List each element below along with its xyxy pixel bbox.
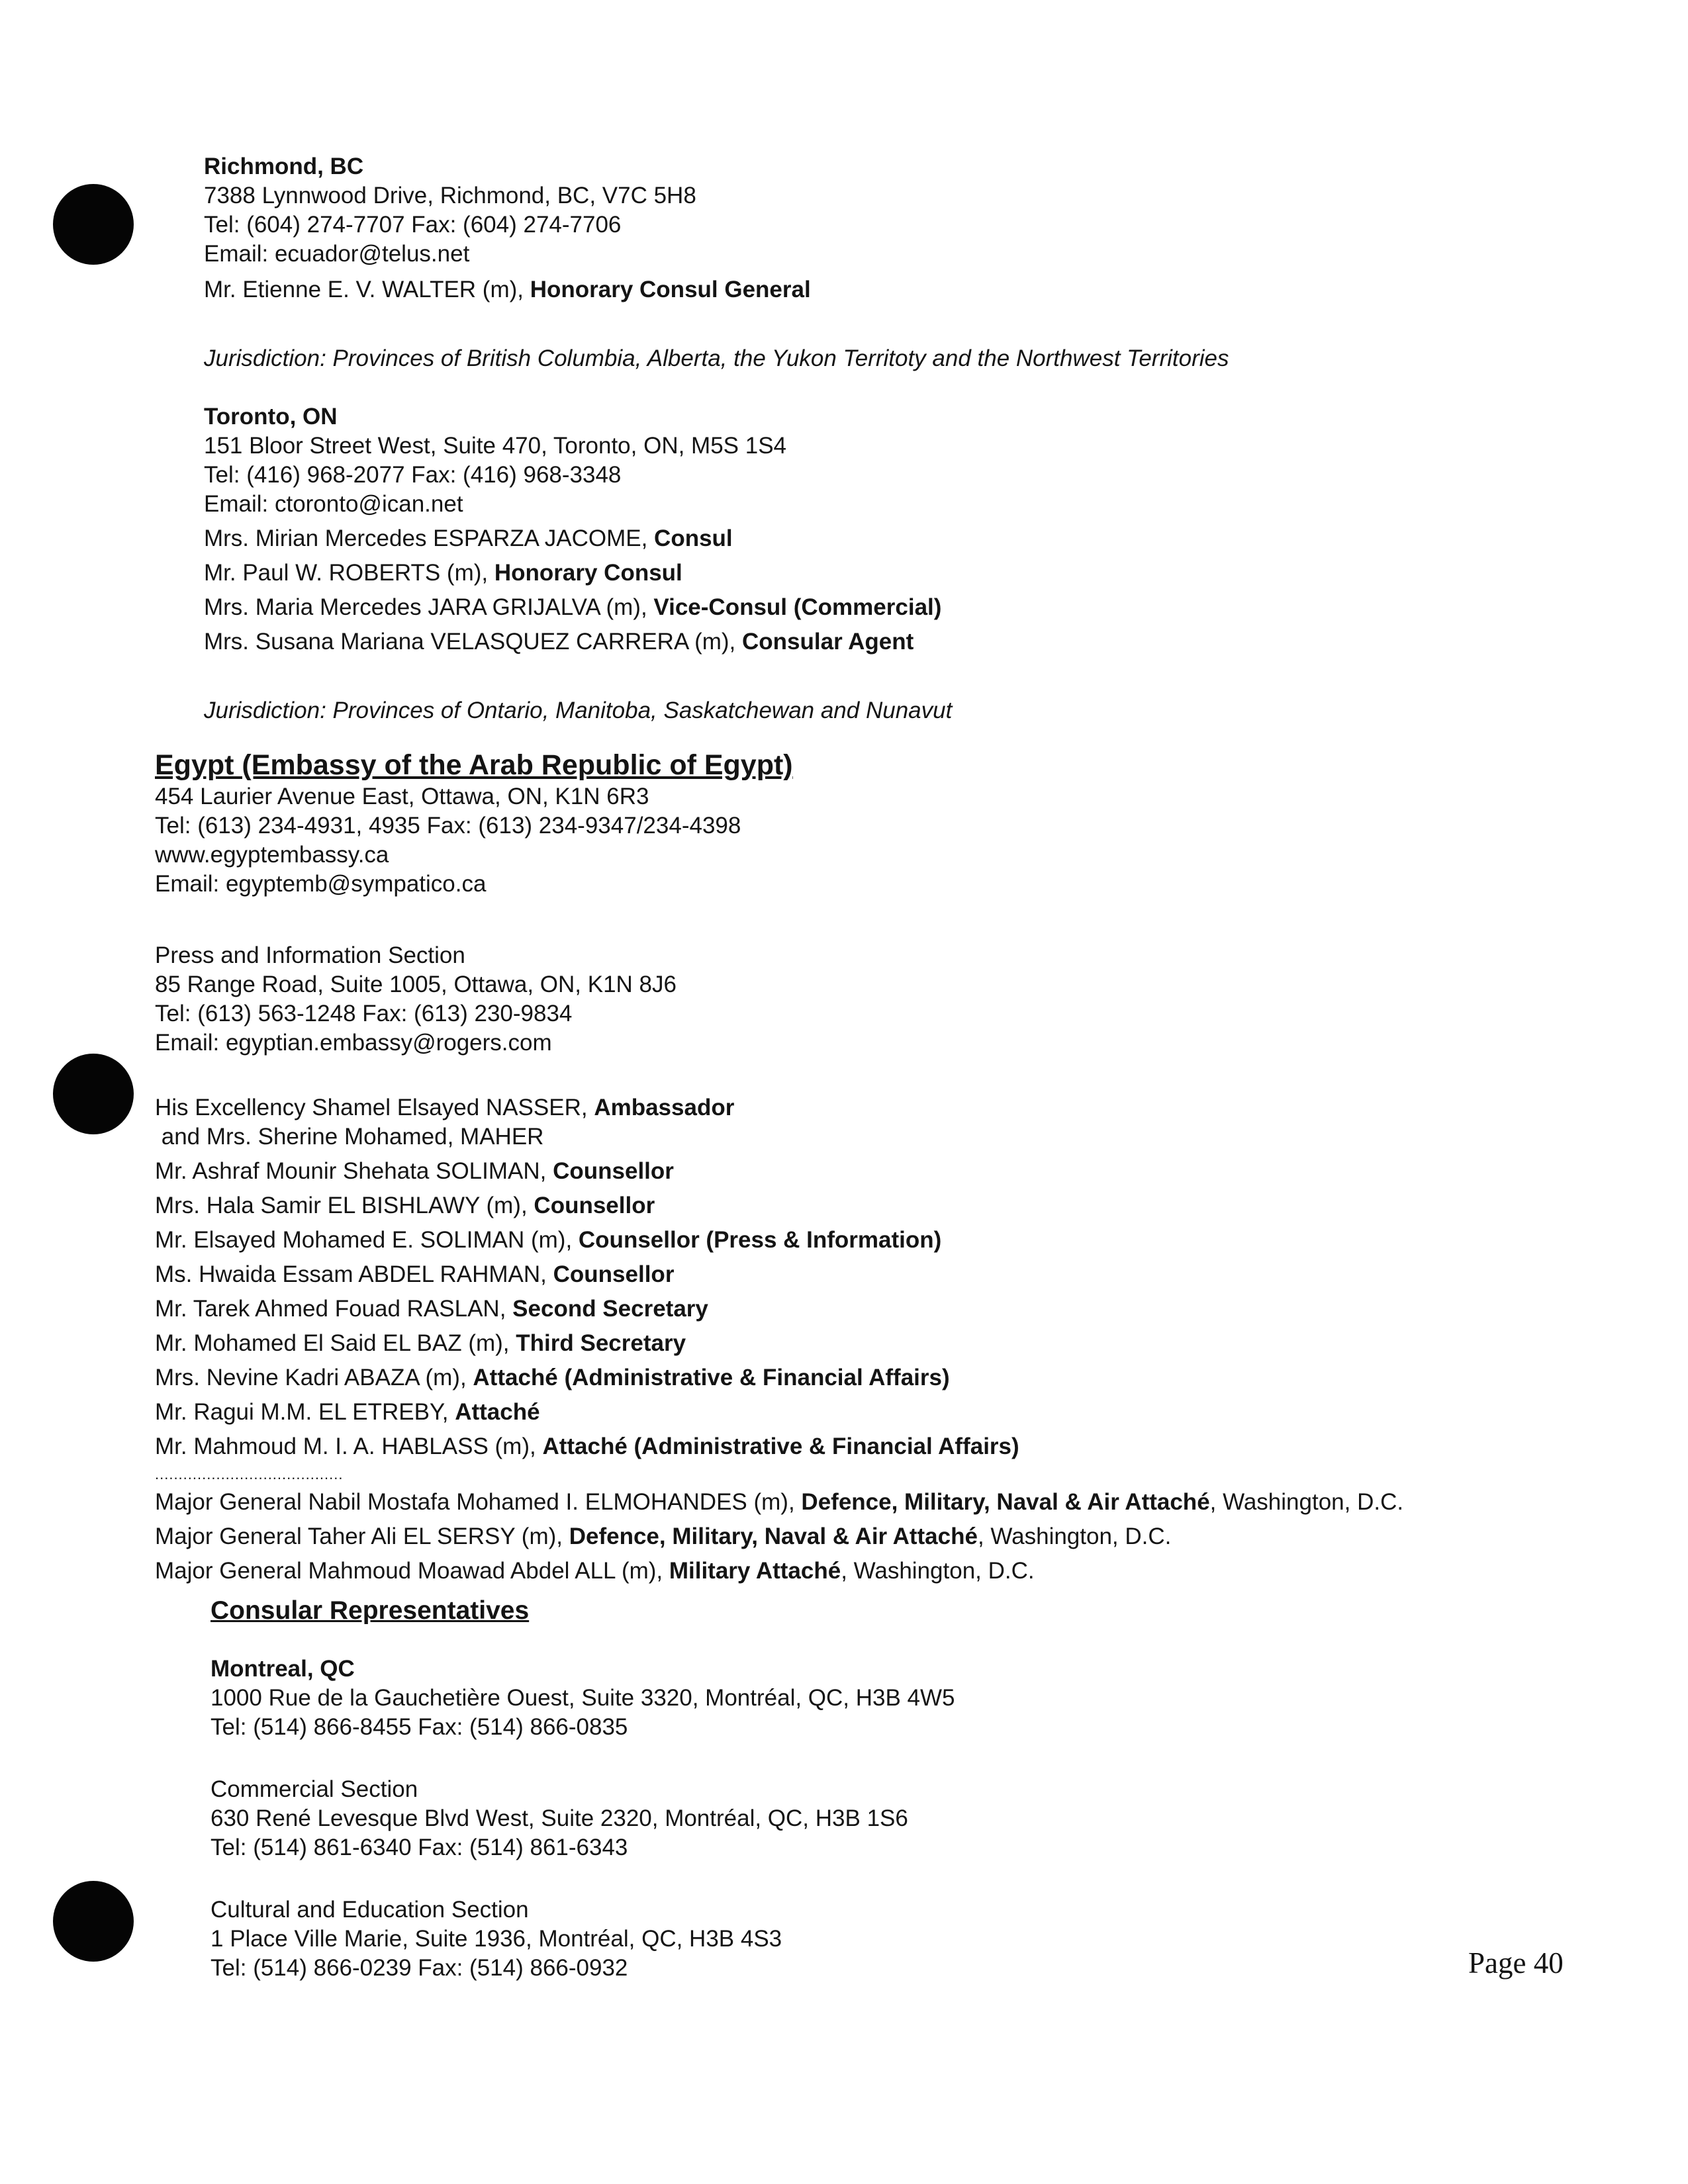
person-entry [155, 1260, 1403, 1289]
jurisdiction [204, 344, 1229, 373]
person-title: Second Secretary [512, 1296, 708, 1322]
person-location: , Washington, D.C. [977, 1524, 1172, 1549]
person-title: Counsellor (Press & Information) [578, 1227, 942, 1253]
military-entry [155, 1522, 1403, 1551]
military-entry [155, 1488, 1403, 1517]
person-title: Attaché (Administrative & Financial Affairs) [542, 1433, 1019, 1459]
military-entry [155, 1557, 1403, 1586]
person-entry [155, 1363, 1403, 1392]
staff-list [155, 1093, 1403, 1586]
person-name: Mrs. Mirian Mercedes ESPARZA JACOME, [204, 525, 655, 551]
person-title: Military Attaché [669, 1558, 841, 1584]
person-entry [155, 1398, 1403, 1427]
address: 85 Range Road, Suite 1005, Ottawa, ON, K1N 8J6 [155, 972, 677, 997]
person-name: Mr. Ragui M.M. EL ETREBY, [155, 1399, 455, 1425]
phone-fax: Tel: (416) 968-2077 Fax: (416) 968-3348 [204, 462, 622, 488]
person-title: Counsellor [553, 1158, 674, 1184]
phone-fax: Tel: (514) 866-0239 Fax: (514) 866-0932 [211, 1955, 628, 1981]
address: 7388 Lynnwood Drive, Richmond, BC, V7C 5H8 [204, 183, 696, 208]
binder-hole [53, 184, 134, 265]
section-label: Press and Information Section [155, 942, 465, 968]
person-title: Honorary Consul General [530, 277, 811, 302]
jurisdiction-text: Provinces of Ontario, Manitoba, Saskatchewan and Nunavut [326, 698, 953, 723]
person-name: Major General Nabil Mostafa Mohamed I. ELMOHANDES (m), [155, 1489, 802, 1515]
consular-section [211, 1595, 955, 1983]
person-entry [155, 1157, 1403, 1186]
person-name: Mr. Etienne E. V. WALTER (m), [204, 277, 530, 302]
section-label: Cultural and Education Section [211, 1897, 529, 1923]
jurisdiction-text: Provinces of British Columbia, Alberta, the Yukon Territoty and the Northwest Territories [326, 345, 1229, 371]
person-title: Attaché [455, 1399, 540, 1425]
address: 454 Laurier Avenue East, Ottawa, ON, K1N 6R3 [155, 784, 649, 809]
address: 1 Place Ville Marie, Suite 1936, Montréal, QC, H3B 4S3 [211, 1926, 782, 1952]
ambassador-entry [155, 1093, 1403, 1122]
person-name: Mr. Mohamed El Said EL BAZ (m), [155, 1330, 516, 1356]
person-name: Major General Taher Ali EL SERSY (m), [155, 1524, 569, 1549]
person-name: Mr. Ashraf Mounir Shehata SOLIMAN, [155, 1158, 553, 1184]
jurisdiction-label: Jurisdiction: [204, 345, 326, 371]
person-entry [155, 1295, 1403, 1324]
person-title: Defence, Military, Naval & Air Attaché [569, 1524, 978, 1549]
person-title: Attaché (Administrative & Financial Affairs) [473, 1365, 950, 1390]
person-name: His Excellency Shamel Elsayed NASSER, [155, 1095, 594, 1120]
binder-hole [53, 1054, 134, 1134]
city-name: Montreal, QC [211, 1656, 355, 1682]
email: Email: ctoronto@ican.net [204, 491, 463, 517]
person-name: Mr. Tarek Ahmed Fouad RASLAN, [155, 1296, 513, 1322]
richmond-section [204, 152, 1229, 373]
spouse-entry: and Mrs. Sherine Mohamed, MAHER [155, 1124, 544, 1150]
address: 151 Bloor Street West, Suite 470, Toronto, ON, M5S 1S4 [204, 433, 787, 459]
person-title: Third Secretary [516, 1330, 686, 1356]
city-name: Richmond, BC [204, 154, 364, 179]
phone-fax: Tel: (604) 274-7707 Fax: (604) 274-7706 [204, 212, 622, 238]
person-name: Mrs. Nevine Kadri ABAZA (m), [155, 1365, 473, 1390]
section-label: Commercial Section [211, 1776, 418, 1802]
person-entry [155, 1226, 1403, 1255]
email: Email: ecuador@telus.net [204, 241, 470, 267]
person-name: Mrs. Susana Mariana VELASQUEZ CARRERA (m), [204, 629, 742, 655]
person-entry [204, 559, 952, 588]
press-section [155, 941, 677, 1058]
binder-hole [53, 1881, 134, 1962]
person-name: Mr. Mahmoud M. I. A. HABLASS (m), [155, 1433, 543, 1459]
egypt-embassy-section [155, 748, 793, 899]
address: 630 René Levesque Blvd West, Suite 2320, Montréal, QC, H3B 1S6 [211, 1805, 908, 1831]
jurisdiction [204, 696, 952, 725]
person-entry [155, 1191, 1403, 1220]
jurisdiction-label: Jurisdiction: [204, 698, 326, 723]
person-title: Consul [654, 525, 733, 551]
email: Email: egyptian.embassy@rogers.com [155, 1030, 552, 1056]
person-name: Mr. Elsayed Mohamed E. SOLIMAN (m), [155, 1227, 579, 1253]
person-title: Consular Agent [742, 629, 914, 655]
person-entry [155, 1432, 1403, 1461]
person-name: Mrs. Maria Mercedes JARA GRIJALVA (m), [204, 594, 654, 620]
person-name: Major General Mahmoud Moawad Abdel ALL (m), [155, 1558, 669, 1584]
person-name: Mr. Paul W. ROBERTS (m), [204, 560, 494, 586]
person-title: Counsellor [553, 1261, 675, 1287]
person-title: Counsellor [534, 1193, 655, 1218]
person-entry [204, 275, 1229, 304]
section-heading: Consular Representatives [211, 1596, 530, 1625]
website: www.egyptembassy.ca [155, 842, 389, 868]
phone-fax: Tel: (514) 861-6340 Fax: (514) 861-6343 [211, 1835, 628, 1860]
person-entry [204, 593, 952, 622]
country-heading: Egypt (Embassy of the Arab Republic of Egypt) [155, 749, 793, 781]
phone-fax: Tel: (613) 234-4931, 4935 Fax: (613) 234-9347/234-4398 [155, 813, 741, 839]
person-name: Ms. Hwaida Essam ABDEL RAHMAN, [155, 1261, 553, 1287]
address: 1000 Rue de la Gauchetière Ouest, Suite 3320, Montréal, QC, H3B 4W5 [211, 1685, 955, 1711]
person-name: Mrs. Hala Samir EL BISHLAWY (m), [155, 1193, 534, 1218]
person-title: Vice-Consul (Commercial) [653, 594, 942, 620]
phone-fax: Tel: (613) 563-1248 Fax: (613) 230-9834 [155, 1001, 573, 1026]
separator: ........................................ [155, 1466, 344, 1482]
person-entry [155, 1329, 1403, 1358]
page-number: Page 40 [1468, 1946, 1564, 1979]
phone-fax: Tel: (514) 866-8455 Fax: (514) 866-0835 [211, 1714, 628, 1740]
person-location: , Washington, D.C. [841, 1558, 1035, 1584]
person-title: Ambassador [594, 1095, 735, 1120]
person-title: Honorary Consul [494, 560, 682, 586]
person-location: , Washington, D.C. [1209, 1489, 1404, 1515]
person-title: Defence, Military, Naval & Air Attaché [801, 1489, 1210, 1515]
person-entry [204, 524, 952, 553]
city-name: Toronto, ON [204, 404, 338, 430]
toronto-section [204, 402, 952, 725]
person-entry [204, 627, 952, 657]
email: Email: egyptemb@sympatico.ca [155, 871, 487, 897]
